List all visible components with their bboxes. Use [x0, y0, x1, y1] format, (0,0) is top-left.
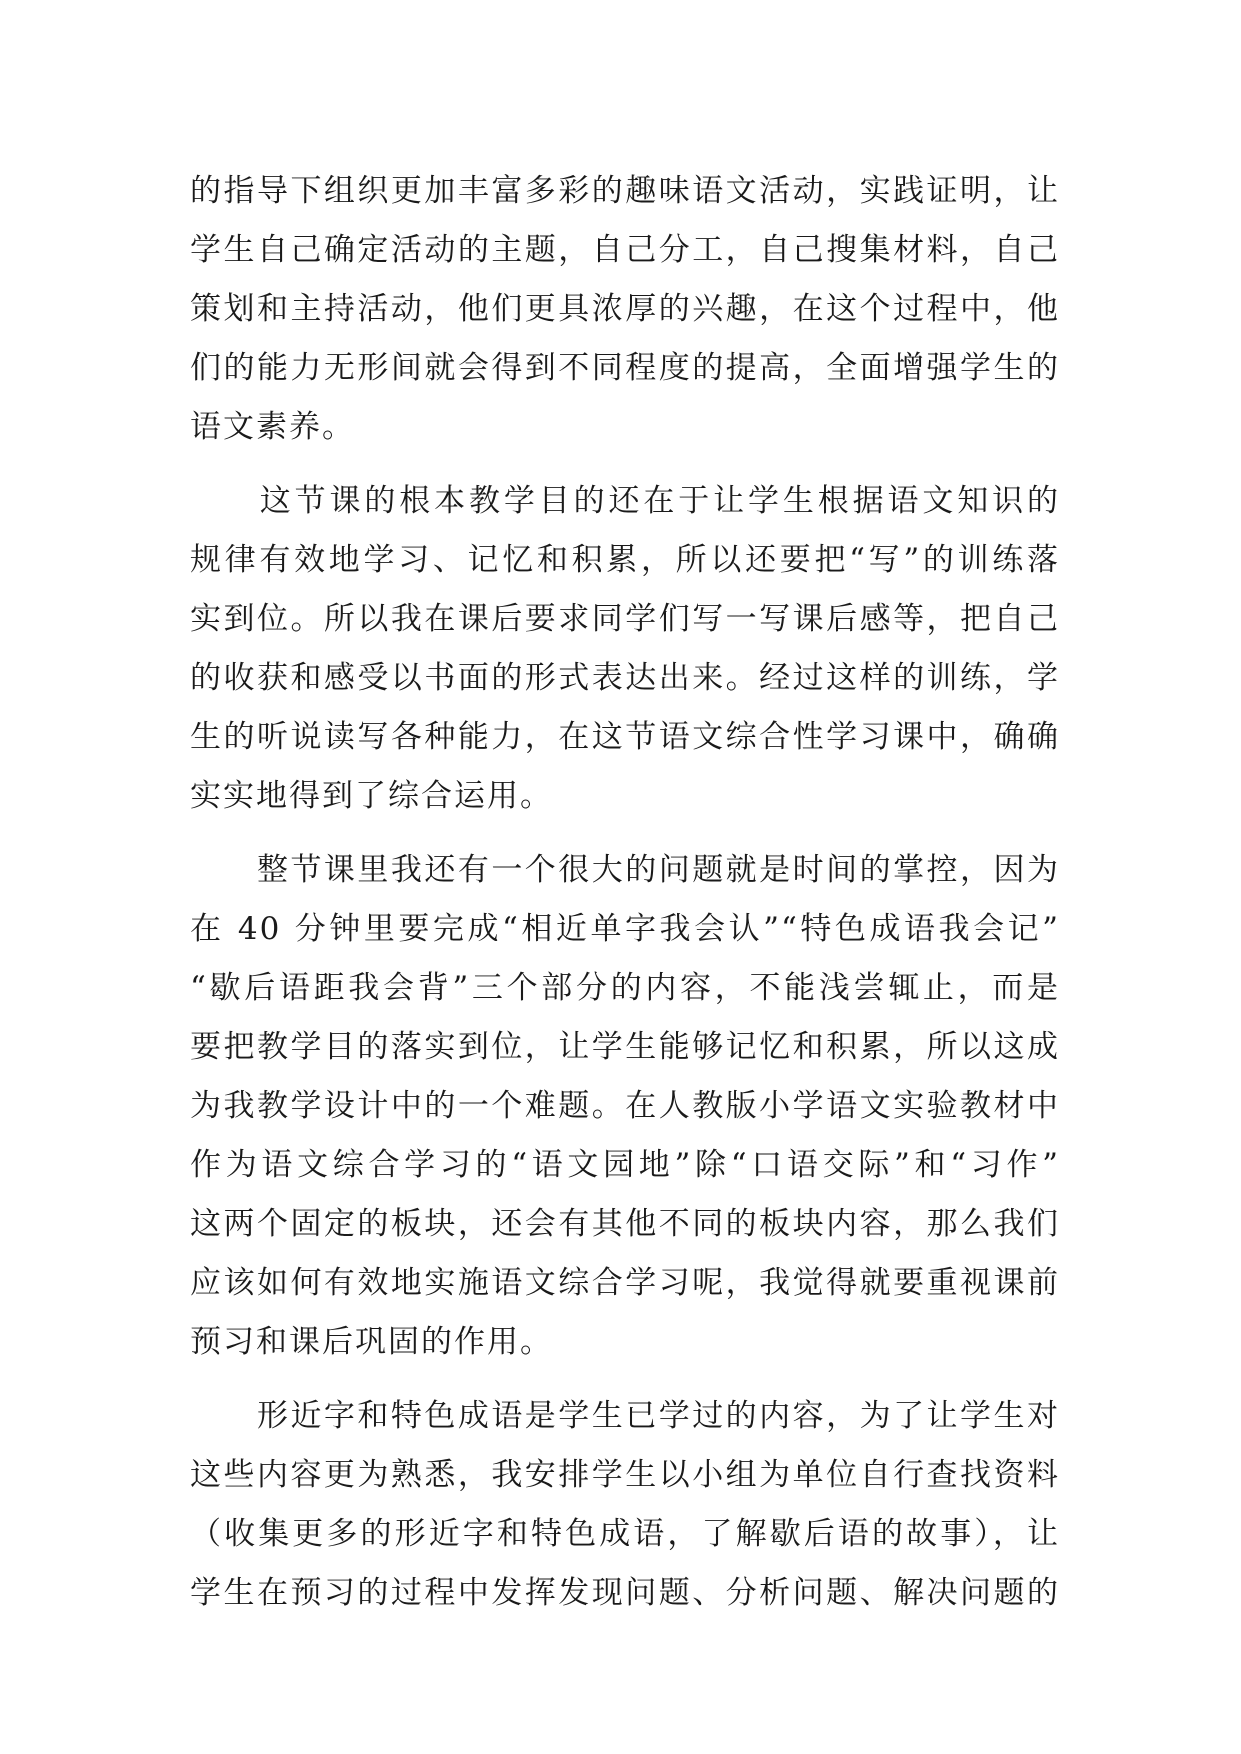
text-line: 要把教学目的落实到位，让学生能够记忆和积累，所以这成 [190, 1029, 1060, 1065]
text-line: 应该如何有效地实施语文综合学习呢，我觉得就要重视课前 [190, 1265, 1060, 1301]
text-line: 为我教学设计中的一个难题。在人教版小学语文实验教材中 [190, 1088, 1060, 1124]
text-line: 整节课里我还有一个很大的问题就是时间的掌控，因为 [190, 852, 1060, 888]
text-line: 们的能力无形间就会得到不同程度的提高，全面增强学生的 [190, 350, 1060, 386]
paragraph-4 [190, 1387, 1060, 1623]
text-line: 学生自己确定活动的主题，自己分工，自己搜集材料，自己 [190, 232, 1060, 268]
text-line: 在 40 分钟里要完成“相近单字我会认”“特色成语我会记” [190, 911, 1060, 947]
text-line: 实到位。所以我在课后要求同学们写一写课后感等，把自己 [190, 601, 1060, 637]
text-line: （收集更多的形近字和特色成语，了解歇后语的故事），让 [190, 1516, 1060, 1552]
paragraph-1 [190, 162, 1060, 457]
text-line: 这些内容更为熟悉，我安排学生以小组为单位自行查找资料 [190, 1457, 1060, 1493]
text-line: 的指导下组织更加丰富多彩的趣味语文活动，实践证明，让 [190, 173, 1060, 209]
text-line: 的收获和感受以书面的形式表达出来。经过这样的训练，学 [190, 660, 1060, 696]
text-line: 作为语文综合学习的“语文园地”除“口语交际”和“习作” [190, 1147, 1060, 1183]
text-line: 预习和课后巩固的作用。 [190, 1324, 553, 1360]
text-line: 这两个固定的板块，还会有其他不同的板块内容，那么我们 [190, 1206, 1060, 1242]
text-line: “歇后语距我会背”三个部分的内容，不能浅尝辄止，而是 [190, 970, 1060, 1006]
text-line: 这节课的根本教学目的还在于让学生根据语文知识的 [190, 483, 1060, 519]
body-text [190, 162, 1060, 1623]
text-line: 学生在预习的过程中发挥发现问题、分析问题、解决问题的 [190, 1575, 1060, 1611]
text-line: 形近字和特色成语是学生已学过的内容，为了让学生对 [190, 1398, 1060, 1434]
text-line: 规律有效地学习、记忆和积累，所以还要把“写”的训练落 [190, 542, 1060, 578]
text-line: 实实地得到了综合运用。 [190, 778, 553, 814]
paragraph-2 [190, 472, 1060, 826]
text-line: 策划和主持活动，他们更具浓厚的兴趣，在这个过程中，他 [190, 291, 1060, 327]
paragraph-3 [190, 841, 1060, 1372]
text-line: 生的听说读写各种能力，在这节语文综合性学习课中，确确 [190, 719, 1060, 755]
text-line: 语文素养。 [190, 409, 355, 445]
